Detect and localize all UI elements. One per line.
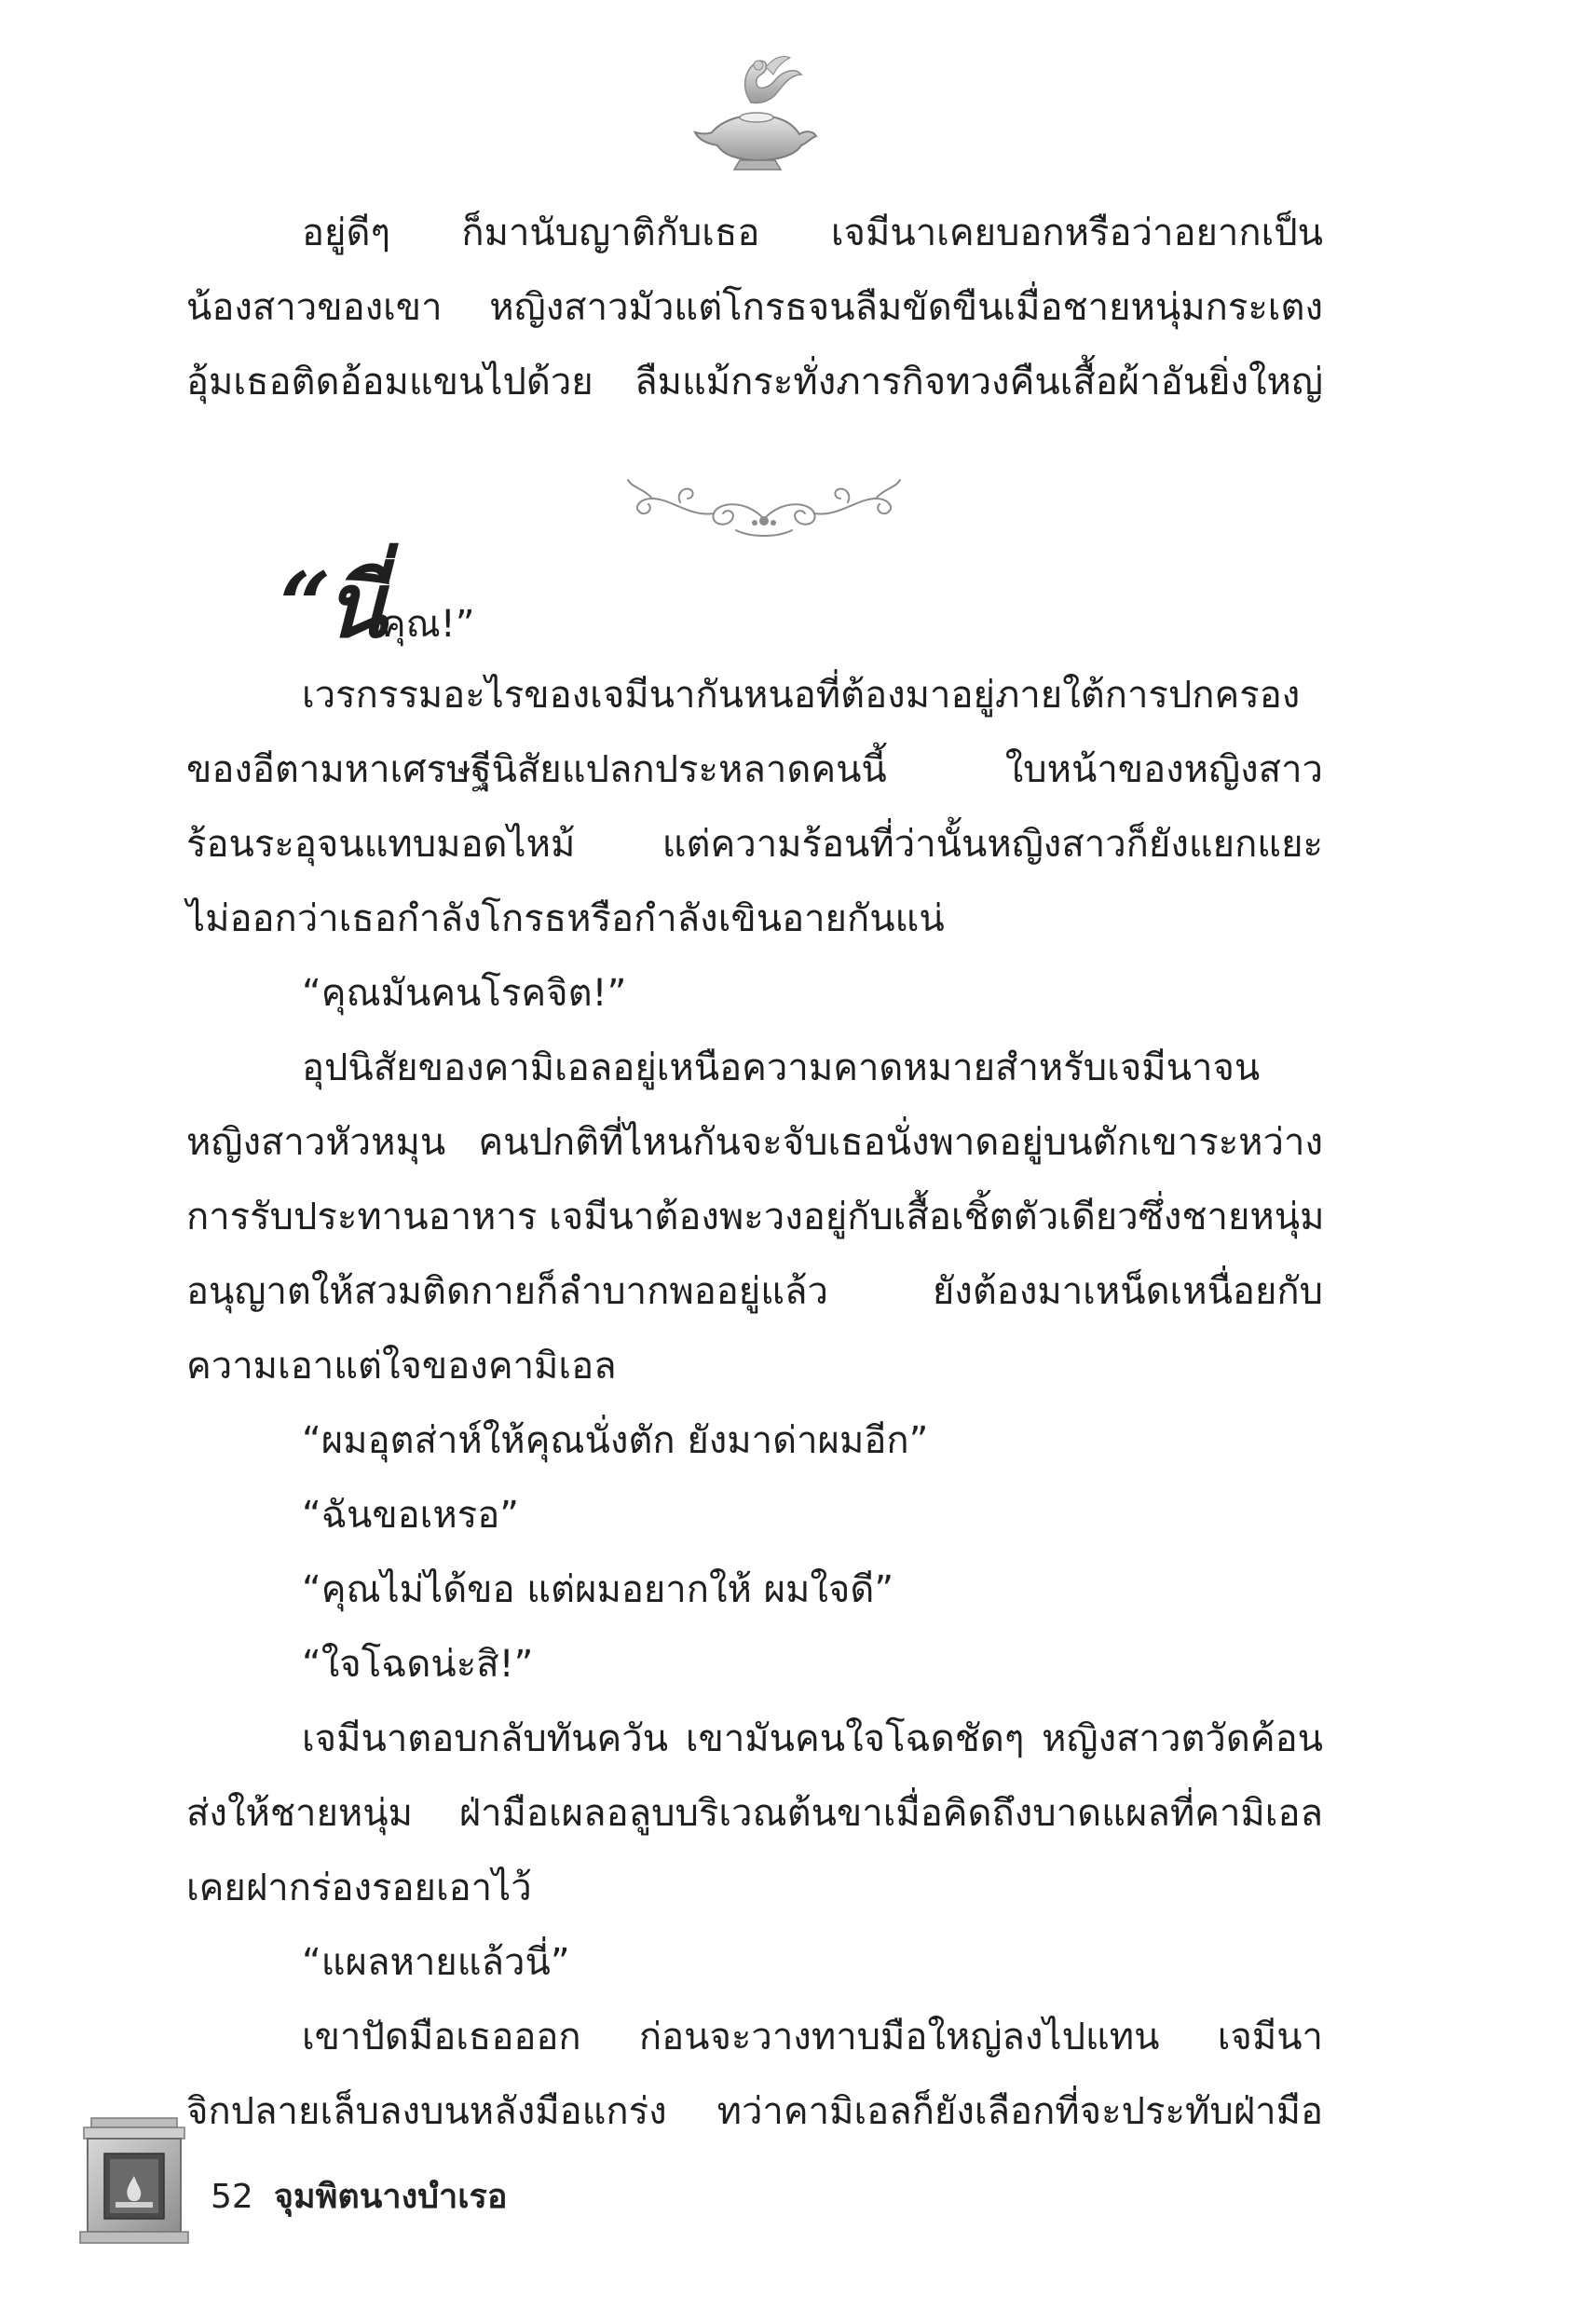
dropcap-line — [280, 553, 475, 662]
text-line: ร้อนระอุจนแทบมอดไหม้ แต่ความร้อนที่ว่านั้นหญิงสาวก็ยังแยกแยะ — [186, 823, 1323, 866]
text-line: ส่งให้ชายหนุ่ม ฝ่ามือเผลอลูบบริเวณต้นขาเมื่อคิดถึงบาดแผลที่คามิเอล — [186, 1792, 1323, 1835]
dialogue-line: “คุณมันคนโรคจิต!” — [302, 972, 627, 1015]
page-number: 52 — [211, 2178, 253, 2216]
text-line: การรับประทานอาหาร เจมีนาต้องพะวงอยู่กับเสื้อเชิ้ตตัวเดียวซึ่งชายหนุ่ม — [186, 1196, 1325, 1238]
dialogue-line: “คุณไม่ได้ขอ แต่ผมอยากให้ ผมใจดี” — [302, 1568, 894, 1611]
text-line: ของอีตามหาเศรษฐีนิสัยแปลกประหลาดคนนี้ ใบหน้าของหญิงสาว — [186, 748, 1323, 791]
text-line: น้องสาวของเขา หญิงสาวมัวแต่โกรธจนลืมขัดขืนเมื่อชายหนุ่มกระเตง — [186, 286, 1323, 329]
text-line: ไม่ออกว่าเธอกำลังโกรธหรือกำลังเขินอายกันแน่ — [186, 897, 945, 940]
text-line: หญิงสาวหัวหมุน คนปกติที่ไหนกันจะจับเธอนั่งพาดอยู่บนตักเขาระหว่าง — [186, 1121, 1323, 1164]
text-line: เวรกรรมอะไรของเจมีนากันหนอที่ต้องมาอยู่ภายใต้การปกครอง — [302, 674, 1301, 717]
dialogue-line: “ใจโฉดน่ะสิ!” — [302, 1643, 534, 1686]
dropcap-letter: “นี่ — [280, 553, 381, 658]
text-line: เขาปัดมือเธอออก ก่อนจะวางทาบมือใหญ่ลงไปแทน เจมีนา — [302, 2016, 1323, 2058]
page-footer — [211, 2171, 507, 2223]
flourish-divider-icon — [624, 461, 904, 540]
magic-lamp-icon — [686, 47, 825, 177]
text-line: อยู่ดีๆ ก็มานับญาติกับเธอ เจมีนาเคยบอกหรือว่าอยากเป็น — [302, 212, 1323, 254]
dialogue-line: “แผลหายแล้วนี่” — [302, 1941, 570, 1984]
text-line: เจมีนาตอบกลับทันควัน เขามันคนใจโฉดชัดๆ หญิงสาวตวัดค้อน — [302, 1717, 1323, 1760]
fireplace-icon — [78, 2111, 190, 2246]
book-title: จุมพิตนางบำเรอ — [273, 2178, 508, 2216]
text-line: อุ้มเธอติดอ้อมแขนไปด้วย ลืมแม้กระทั่งภารกิจทวงคืนเสื้อผ้าอันยิ่งใหญ่ — [186, 361, 1323, 403]
text-line: เคยฝากร่องรอยเอาไว้ — [186, 1867, 532, 1909]
dropcap-rest: คุณ!” — [380, 603, 475, 646]
text-line: อนุญาตให้สวมติดกายก็ลำบากพออยู่แล้ว ยังต้องมาเหน็ดเหนื่อยกับ — [186, 1270, 1323, 1313]
text-line: ความเอาแต่ใจของคามิเอล — [186, 1345, 617, 1388]
text-line: จิกปลายเล็บลงบนหลังมือแกร่ง ทว่าคามิเอลก็ยังเลือกที่จะประทับฝ่ามือ — [186, 2090, 1323, 2133]
dialogue-line: “ผมอุตส่าห์ให้คุณนั่งตัก ยังมาด่าผมอีก” — [302, 1419, 929, 1462]
text-line: อุปนิสัยของคามิเอลอยู่เหนือความคาดหมายสำหรับเจมีนาจน — [302, 1046, 1261, 1089]
dialogue-line: “ฉันขอเหรอ” — [302, 1494, 519, 1537]
